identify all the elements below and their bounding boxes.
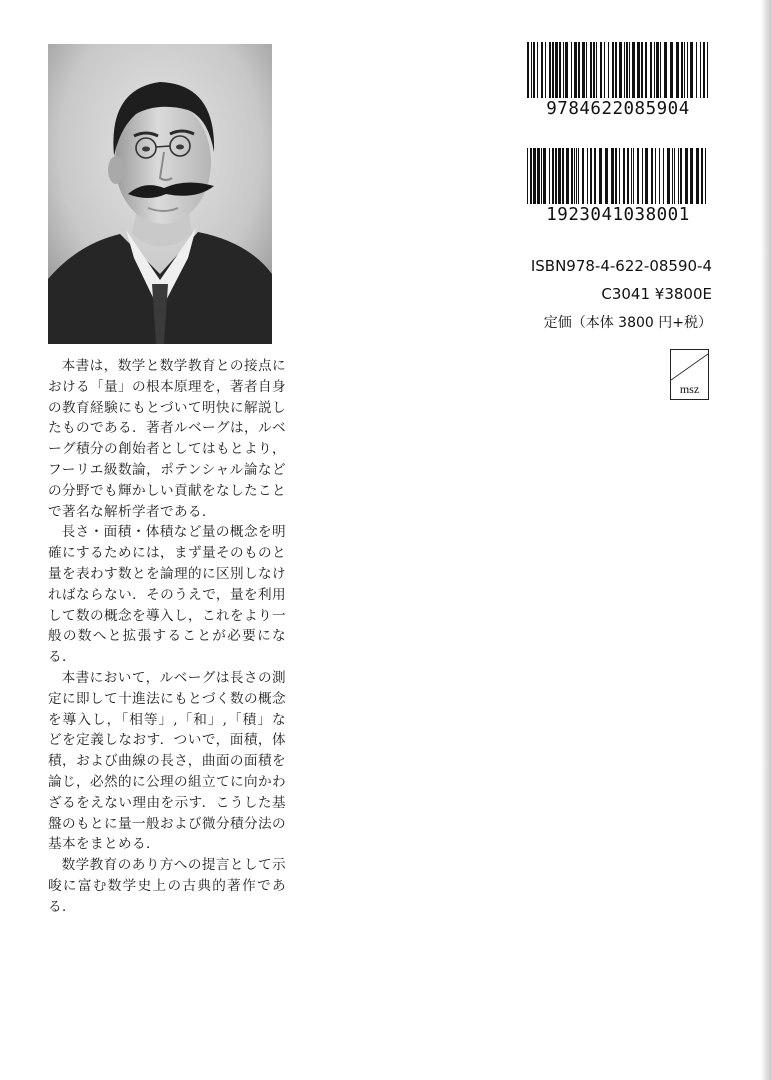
barcode-bar xyxy=(555,42,558,98)
barcode-bar xyxy=(608,42,609,98)
barcode-bar xyxy=(593,42,595,98)
barcode-bars xyxy=(523,148,713,204)
description-paragraph: 長さ・面積・体積など量の概念を明確にするためには，まず量そのものと量を表わす数とを論理的に区別しなければならない．そのうえで，量を利用して数の概念を導入し，これをより一般の数へと拡張することが必要になる． xyxy=(48,524,286,666)
barcode-bar xyxy=(685,148,688,204)
barcode-bar xyxy=(681,42,683,98)
barcode-bar xyxy=(680,148,682,204)
barcode-bar xyxy=(590,148,592,204)
barcode-bar xyxy=(619,42,622,98)
barcode-bar xyxy=(696,148,699,204)
barcode-bar xyxy=(527,42,529,98)
barcode-bar xyxy=(690,42,693,98)
barcode-bar xyxy=(578,42,580,98)
barcode-bar xyxy=(615,42,617,98)
barcode-bar xyxy=(678,148,679,204)
barcode-bar xyxy=(655,148,656,204)
barcode-bar xyxy=(627,148,629,204)
barcode-bar xyxy=(565,42,568,98)
barcode-bar xyxy=(533,148,536,204)
barcode-bar xyxy=(629,42,630,98)
barcode-bar xyxy=(664,42,667,98)
barcode-bar xyxy=(615,148,617,204)
barcode-bar xyxy=(670,42,673,98)
barcode-bar xyxy=(659,148,660,204)
description-paragraph: 本書において，ルベーグは長さの測定に即して十進法にもとづく数の概念を導入し，「相等」,「和」,「積」などを定義しなおす．ついで，面積，体積，および曲線の長さ，曲面の面積を論じ，必然的に公理の組立てに向かわざるをえない理由を示す．こうした基盤のもとに量一般および微分積分法の基本をまとめる． xyxy=(48,669,286,853)
barcode-bar xyxy=(684,42,685,98)
barcode-bar xyxy=(637,148,639,204)
barcode-bar xyxy=(611,148,614,204)
barcode-bar xyxy=(656,42,659,98)
barcode-bar xyxy=(558,148,561,204)
barcode-bar xyxy=(537,148,540,204)
barcode-bar xyxy=(676,42,679,98)
barcode-bar xyxy=(645,148,648,204)
barcode-bar xyxy=(663,148,664,204)
barcode-bars xyxy=(523,42,713,98)
barcode-bar xyxy=(687,42,688,98)
description-paragraph: 数学教育のあり方への提言として示唆に富む数学史上の古典的著作である． xyxy=(48,857,286,915)
barcode-bar xyxy=(623,148,625,204)
barcode-bar xyxy=(654,42,655,98)
publisher-logo-text: msz xyxy=(679,382,700,396)
barcode-bar xyxy=(566,148,569,204)
barcode-bar xyxy=(552,148,554,204)
barcode-bar xyxy=(660,42,661,98)
barcode-bar xyxy=(600,42,602,98)
isbn-barcode-digits: 9784622085904 xyxy=(546,99,690,119)
barcode-bar xyxy=(578,148,579,204)
barcode-bar xyxy=(612,42,614,98)
barcode-bar xyxy=(527,148,528,204)
barcode-bar xyxy=(599,148,602,204)
barcode-bar xyxy=(626,42,628,98)
barcode-bar xyxy=(552,42,554,98)
barcode-bar xyxy=(667,148,670,204)
isbn-number: ISBN978-4-622-08590-4 xyxy=(530,257,712,275)
barcode-bar xyxy=(674,148,675,204)
barcode-bar xyxy=(576,148,577,204)
barcode-bar xyxy=(651,148,653,204)
book-description xyxy=(48,356,286,918)
barcode-bar xyxy=(574,42,577,98)
barcode-bar xyxy=(624,42,625,98)
barcode-bar xyxy=(549,42,551,98)
barcode-bar xyxy=(582,42,585,98)
barcode-bar xyxy=(605,148,608,204)
barcode-bar xyxy=(690,148,693,204)
barcode-bar xyxy=(541,148,542,204)
barcode-bar xyxy=(590,42,592,98)
barcode-bar xyxy=(703,42,705,98)
price-barcode xyxy=(523,148,713,225)
barcode-bar xyxy=(537,42,538,98)
barcode-bar xyxy=(633,148,634,204)
page-edge xyxy=(761,0,771,1080)
barcode-bar xyxy=(586,42,587,98)
barcode-bar xyxy=(604,42,605,98)
isbn-barcode xyxy=(523,42,713,119)
barcode-bar xyxy=(672,148,673,204)
barcode-bar xyxy=(563,42,564,98)
barcode-bar xyxy=(645,42,647,98)
barcode-bar xyxy=(631,148,632,204)
list-price: 定価（本体 3800 円+税） xyxy=(543,315,712,331)
publisher-logo xyxy=(670,349,709,400)
barcode-bar xyxy=(571,148,573,204)
barcode-bar xyxy=(705,148,706,204)
barcode-bar xyxy=(701,148,703,204)
barcode-bar xyxy=(707,42,708,98)
barcode-bar xyxy=(696,42,697,98)
barcode-bar xyxy=(545,42,546,98)
barcode-bar xyxy=(700,42,701,98)
barcode-bar xyxy=(559,42,561,98)
barcode-bar xyxy=(650,42,652,98)
barcode-bar xyxy=(571,42,572,98)
barcode-bar xyxy=(543,148,546,204)
barcode-bar xyxy=(530,148,532,204)
barcode-bar xyxy=(619,148,620,204)
author-portrait-photo xyxy=(48,44,272,344)
barcode-bar xyxy=(531,42,532,98)
barcode-bar xyxy=(637,42,640,98)
barcode-bar xyxy=(541,42,543,98)
classification-price-code: C3041 ¥3800E xyxy=(601,285,712,303)
barcode-bar xyxy=(587,148,588,204)
description-paragraph: 本書は，数学と数学教育との接点における「量」の根本原理を，著者自身の教育経験にもとづいて明快に解説したものである．著者ルベーグは，ルベーグ積分の創始者としてはもとより，フーリエ級数論，ポテンシャル論などの分野でも輝かしい貢献をなしたことで著名な解析学者である． xyxy=(48,358,286,520)
barcode-bar xyxy=(582,148,584,204)
barcode-bar xyxy=(533,42,535,98)
barcode-bar xyxy=(555,148,557,204)
barcode-bar xyxy=(594,148,596,204)
barcode-bar xyxy=(574,148,575,204)
barcode-bar xyxy=(641,42,643,98)
barcode-bar xyxy=(596,42,597,98)
price-barcode-digits: 1923041038001 xyxy=(546,205,690,225)
barcode-bar xyxy=(632,42,635,98)
barcode-bar xyxy=(549,148,550,204)
barcode-bar xyxy=(642,148,643,204)
barcode-bar xyxy=(562,148,564,204)
